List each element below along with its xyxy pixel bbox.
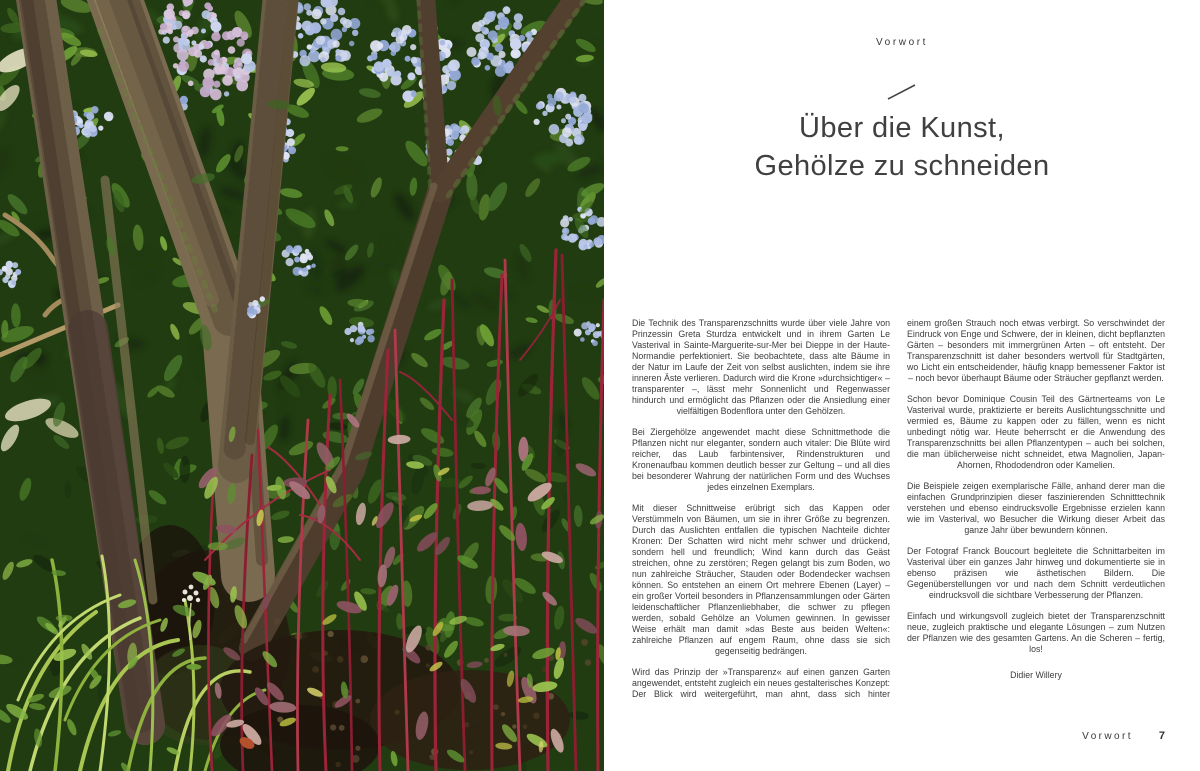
paragraph: Einfach und wirkungsvoll zugleich bietet der Transparenzschnitt neue, zugleich praktische und elegante Lösungen – zum Nutzen der Pflanzen wie des gesamten Gartens. An die Scheren – fertig, los! <box>907 611 1165 654</box>
page-title-line1: Über die Kunst, <box>799 112 1005 144</box>
paragraph: einem großen Strauch noch etwas verbirgt. So verschwindet der Eindruck von Enge und Schwere, der in kleinen, dicht bepflanzten Gärten – besonders mit immergrünen Arten – oft entsteht. Der Transparenzschnitt ist daher besonders wertvoll für Stadtgärten, wo Licht ein entscheidender, häufig knapp bemessener Faktor ist – noch bevor überhaupt Bäume oder Sträucher gepflanzt werden. <box>907 318 1165 383</box>
body-column-2 <box>907 318 1165 710</box>
paragraph: Die Beispiele zeigen exemplarische Fälle, anhand derer man die einfachen Grundprinzipien dieser faszinierenden Schnitttechnik verstehen und ebenso eindrucksvolle Ergebnisse erzielen kann wie im Vasterival, wo Besucher die Wirkung dieser Arbeit das ganze Jahr über bewundern können. <box>907 481 1165 535</box>
paragraph: Wird das Prinzip der »Transparenz« auf einen ganzen Garten angewendet, entsteht zugleich ein neues gestalterisches Konzept: Der Blick wird weitergeführt, man ahnt, dass sich hinter <box>632 667 890 699</box>
text-page <box>604 0 1200 771</box>
slash-mark-icon <box>885 82 919 102</box>
paragraph: Schon bevor Dominique Cousin Teil des Gärtnerteams von Le Vasterival wurde, praktizierte er bereits Auslichtungsschnitte und vermied es, Bäume zu kappen oder zu fällen, wenn es nicht unbedingt nötig war. Heute beherrscht er die Anwendung des Transparenzschnitts bei allen Pflanzentypen – auch bei solchen, die man üblicherweise nicht schneidet, etwa Magnolien, Japan-Ahornen, Rhododendron oder Kamelien. <box>907 394 1165 470</box>
chapter-kicker: Vorwort <box>875 37 929 48</box>
paragraph: Mit dieser Schnittweise erübrigt sich das Kappen oder Verstümmeln von Bäumen, um sie in ihrer Größe zu begrenzen. Durch das Auslichten entfallen die typischen Nachteile dichter Kronen: Der Schatten wird nicht mehr schwer und drückend, sondern hell und freundlich; Wind kann durch das Geäst streichen, ohne zu zerstören; Regen gelangt bis zum Boden, wo nun zahlreiche Sträucher, Stauden oder Bodendecker wachsen können. So entstehen an einem Ort mehrere Ebenen (Layer) – ein großer Vorteil besonders in Pflanzensammlungen oder Gärten leidenschaftlicher Pflanzenliebhaber, die schwer zu pflegen werden, sobald Gehölze an Volumen gewinnen. In gewisser Weise erhält man damit »das Beste aus beiden Welten«: zahlreiche Pflanzen auf engem Raum, ohne dass sie sich gegenseitig bedrängen. <box>632 503 890 656</box>
paragraph: Die Technik des Transparenzschnitts wurde über viele Jahre von Prinzessin Greta Sturdza entwickelt und in ihrem Garten Le Vasterival in Sainte-Marguerite-sur-Mer bei Dieppe in der Haute-Normandie perfektioniert. Sie beobachtete, dass alte Bäume in der Natur im Laufe der Zeit von selbst auslichten, indem sie ihre inneren Äste verlieren. Dadurch wird die Krone »durchsichtiger« – transparenter –, lässt mehr Sonnenlicht und Regenwasser hindurch und ermöglicht das Pflanzen oder die Ansiedlung einer vielfältigen Bodenflora unter den Gehölzen. <box>632 318 890 416</box>
body-text <box>632 318 1165 710</box>
page-title-line2: Gehölze zu schneiden <box>754 150 1050 182</box>
page-number: 7 <box>1158 730 1165 742</box>
footer-chapter-label: Vorwort <box>1082 731 1133 742</box>
body-column-1 <box>632 318 890 710</box>
paragraph: Bei Ziergehölze angewendet macht diese Schnittmethode die Pflanzen nicht nur eleganter, sondern auch vitaler: Die Blüte wird reicher, das Laub farbintensiver, Rindenstrukturen und Kronenaufbau kommen deutlich besser zur Geltung – und all dies bei besonderer Wahrung der natürlichen Form und des Wuchses jedes einzelnen Exemplars. <box>632 427 890 492</box>
author-signature: Didier Willery <box>1010 670 1062 680</box>
paragraph: Der Fotograf Franck Boucourt begleitete die Schnittarbeiten im Vasterival über ein ganzes Jahr hinweg und dokumentierte sie in ebenso präzisen wie ästhetischen Bildern. Die Gegenüberstellungen vor und nach dem Schnitt verdeutlichen eindrucksvoll die sichtbare Verbesserung der Pflanzen. <box>907 546 1165 600</box>
page-title <box>604 109 1200 185</box>
page-footer <box>1082 730 1165 742</box>
